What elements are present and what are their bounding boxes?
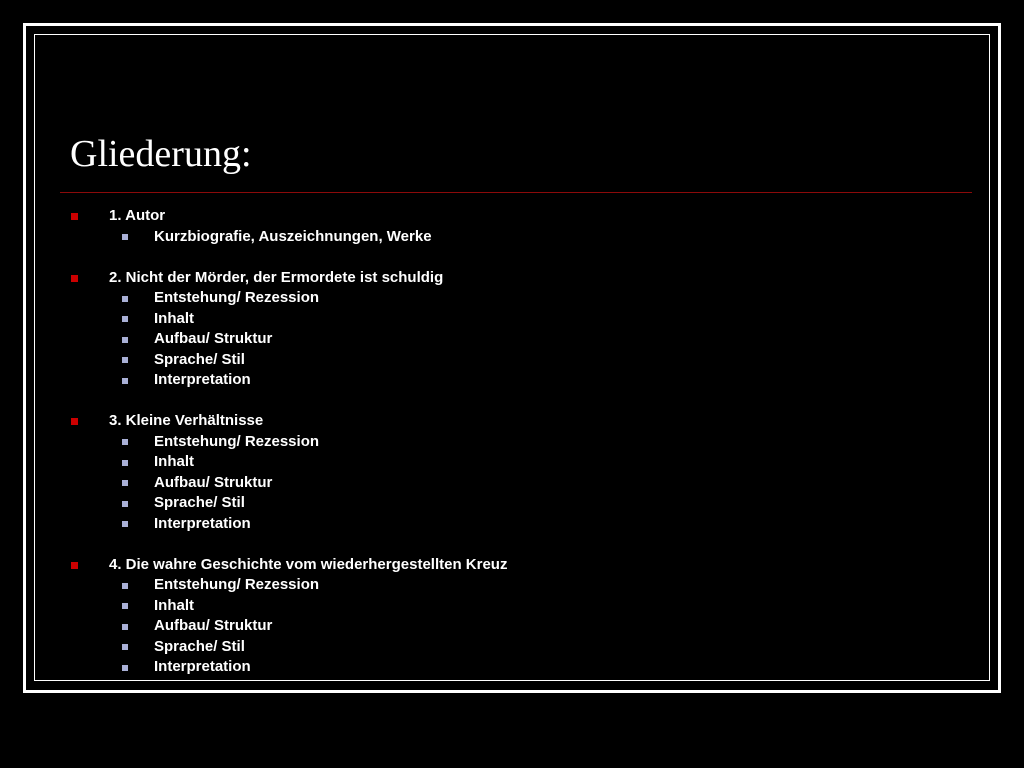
square-bullet-icon bbox=[71, 418, 78, 425]
square-bullet-icon bbox=[122, 296, 128, 302]
outline-item-level1 bbox=[66, 206, 966, 227]
square-bullet-icon bbox=[122, 460, 128, 466]
outline-subitem-label: Entstehung/ Rezession bbox=[154, 576, 320, 593]
outline-section bbox=[66, 411, 966, 534]
outline-subitem-label: Inhalt bbox=[154, 596, 194, 614]
outline-section bbox=[66, 555, 966, 678]
outline-item-level2 bbox=[66, 432, 966, 453]
square-bullet-icon bbox=[122, 583, 128, 589]
square-bullet-icon bbox=[122, 665, 128, 671]
outline-section bbox=[66, 206, 966, 247]
outline-item-level2 bbox=[66, 493, 966, 514]
outline-item-level2 bbox=[66, 596, 966, 617]
outline-subitem-label: Interpretation bbox=[154, 371, 251, 388]
outline bbox=[66, 206, 966, 678]
outline-subitem-label: Kurzbiografie, Auszeichnungen, Werke bbox=[154, 227, 432, 245]
outline-subitem-label: Inhalt bbox=[154, 453, 194, 470]
outline-item-level2 bbox=[66, 514, 966, 535]
outline-subitem-label: Inhalt bbox=[154, 309, 194, 327]
outline-item-level2 bbox=[66, 370, 966, 391]
square-bullet-icon bbox=[71, 213, 78, 220]
outline-subitem-label: Aufbau/ Struktur bbox=[154, 330, 273, 347]
outline-item-level2 bbox=[66, 288, 966, 309]
square-bullet-icon bbox=[122, 603, 128, 609]
outline-subitem-label: Aufbau/ Struktur bbox=[154, 617, 273, 634]
outline-item-level1 bbox=[66, 555, 966, 576]
square-bullet-icon bbox=[122, 624, 128, 630]
outline-item-label: 4. Die wahre Geschichte vom wiederhergestellten Kreuz bbox=[109, 555, 508, 573]
outline-item-level2 bbox=[66, 350, 966, 371]
outline-item-level2 bbox=[66, 473, 966, 494]
outline-item-level2 bbox=[66, 452, 966, 473]
square-bullet-icon bbox=[71, 562, 78, 569]
title-divider bbox=[60, 192, 972, 193]
outline-item-label: 1. Autor bbox=[109, 207, 166, 224]
outline-item-level2 bbox=[66, 616, 966, 637]
square-bullet-icon bbox=[122, 501, 128, 507]
outline-section bbox=[66, 268, 966, 391]
outline-item-label: 2. Nicht der Mörder, der Ermordete ist schuldig bbox=[109, 268, 444, 286]
outline-subitem-label: Interpretation bbox=[154, 658, 251, 675]
outline-subitem-label: Entstehung/ Rezession bbox=[154, 289, 320, 306]
outline-item-level2 bbox=[66, 657, 966, 678]
outline-subitem-label: Sprache/ Stil bbox=[154, 637, 245, 655]
outline-subitem-label: Sprache/ Stil bbox=[154, 350, 245, 368]
outline-subitem-label: Interpretation bbox=[154, 514, 251, 532]
outline-item-level1 bbox=[66, 411, 966, 432]
outline-item-level2 bbox=[66, 575, 966, 596]
square-bullet-icon bbox=[122, 480, 128, 486]
outline-subitem-label: Sprache/ Stil bbox=[154, 494, 245, 511]
outline-item-label: 3. Kleine Verhältnisse bbox=[109, 412, 264, 429]
outline-item-level2 bbox=[66, 329, 966, 350]
square-bullet-icon bbox=[122, 316, 128, 322]
outline-item-level2 bbox=[66, 309, 966, 330]
square-bullet-icon bbox=[122, 378, 128, 384]
square-bullet-icon bbox=[122, 644, 128, 650]
outline-item-level2 bbox=[66, 227, 966, 248]
outline-item-level2 bbox=[66, 637, 966, 658]
slide-title: Gliederung: bbox=[70, 133, 252, 175]
outline-item-level1 bbox=[66, 268, 966, 289]
outline-subitem-label: Entstehung/ Rezession bbox=[154, 432, 320, 450]
square-bullet-icon bbox=[122, 521, 128, 527]
square-bullet-icon bbox=[71, 275, 78, 282]
outline-subitem-label: Aufbau/ Struktur bbox=[154, 473, 273, 491]
square-bullet-icon bbox=[122, 337, 128, 343]
square-bullet-icon bbox=[122, 234, 128, 240]
square-bullet-icon bbox=[122, 357, 128, 363]
square-bullet-icon bbox=[122, 439, 128, 445]
